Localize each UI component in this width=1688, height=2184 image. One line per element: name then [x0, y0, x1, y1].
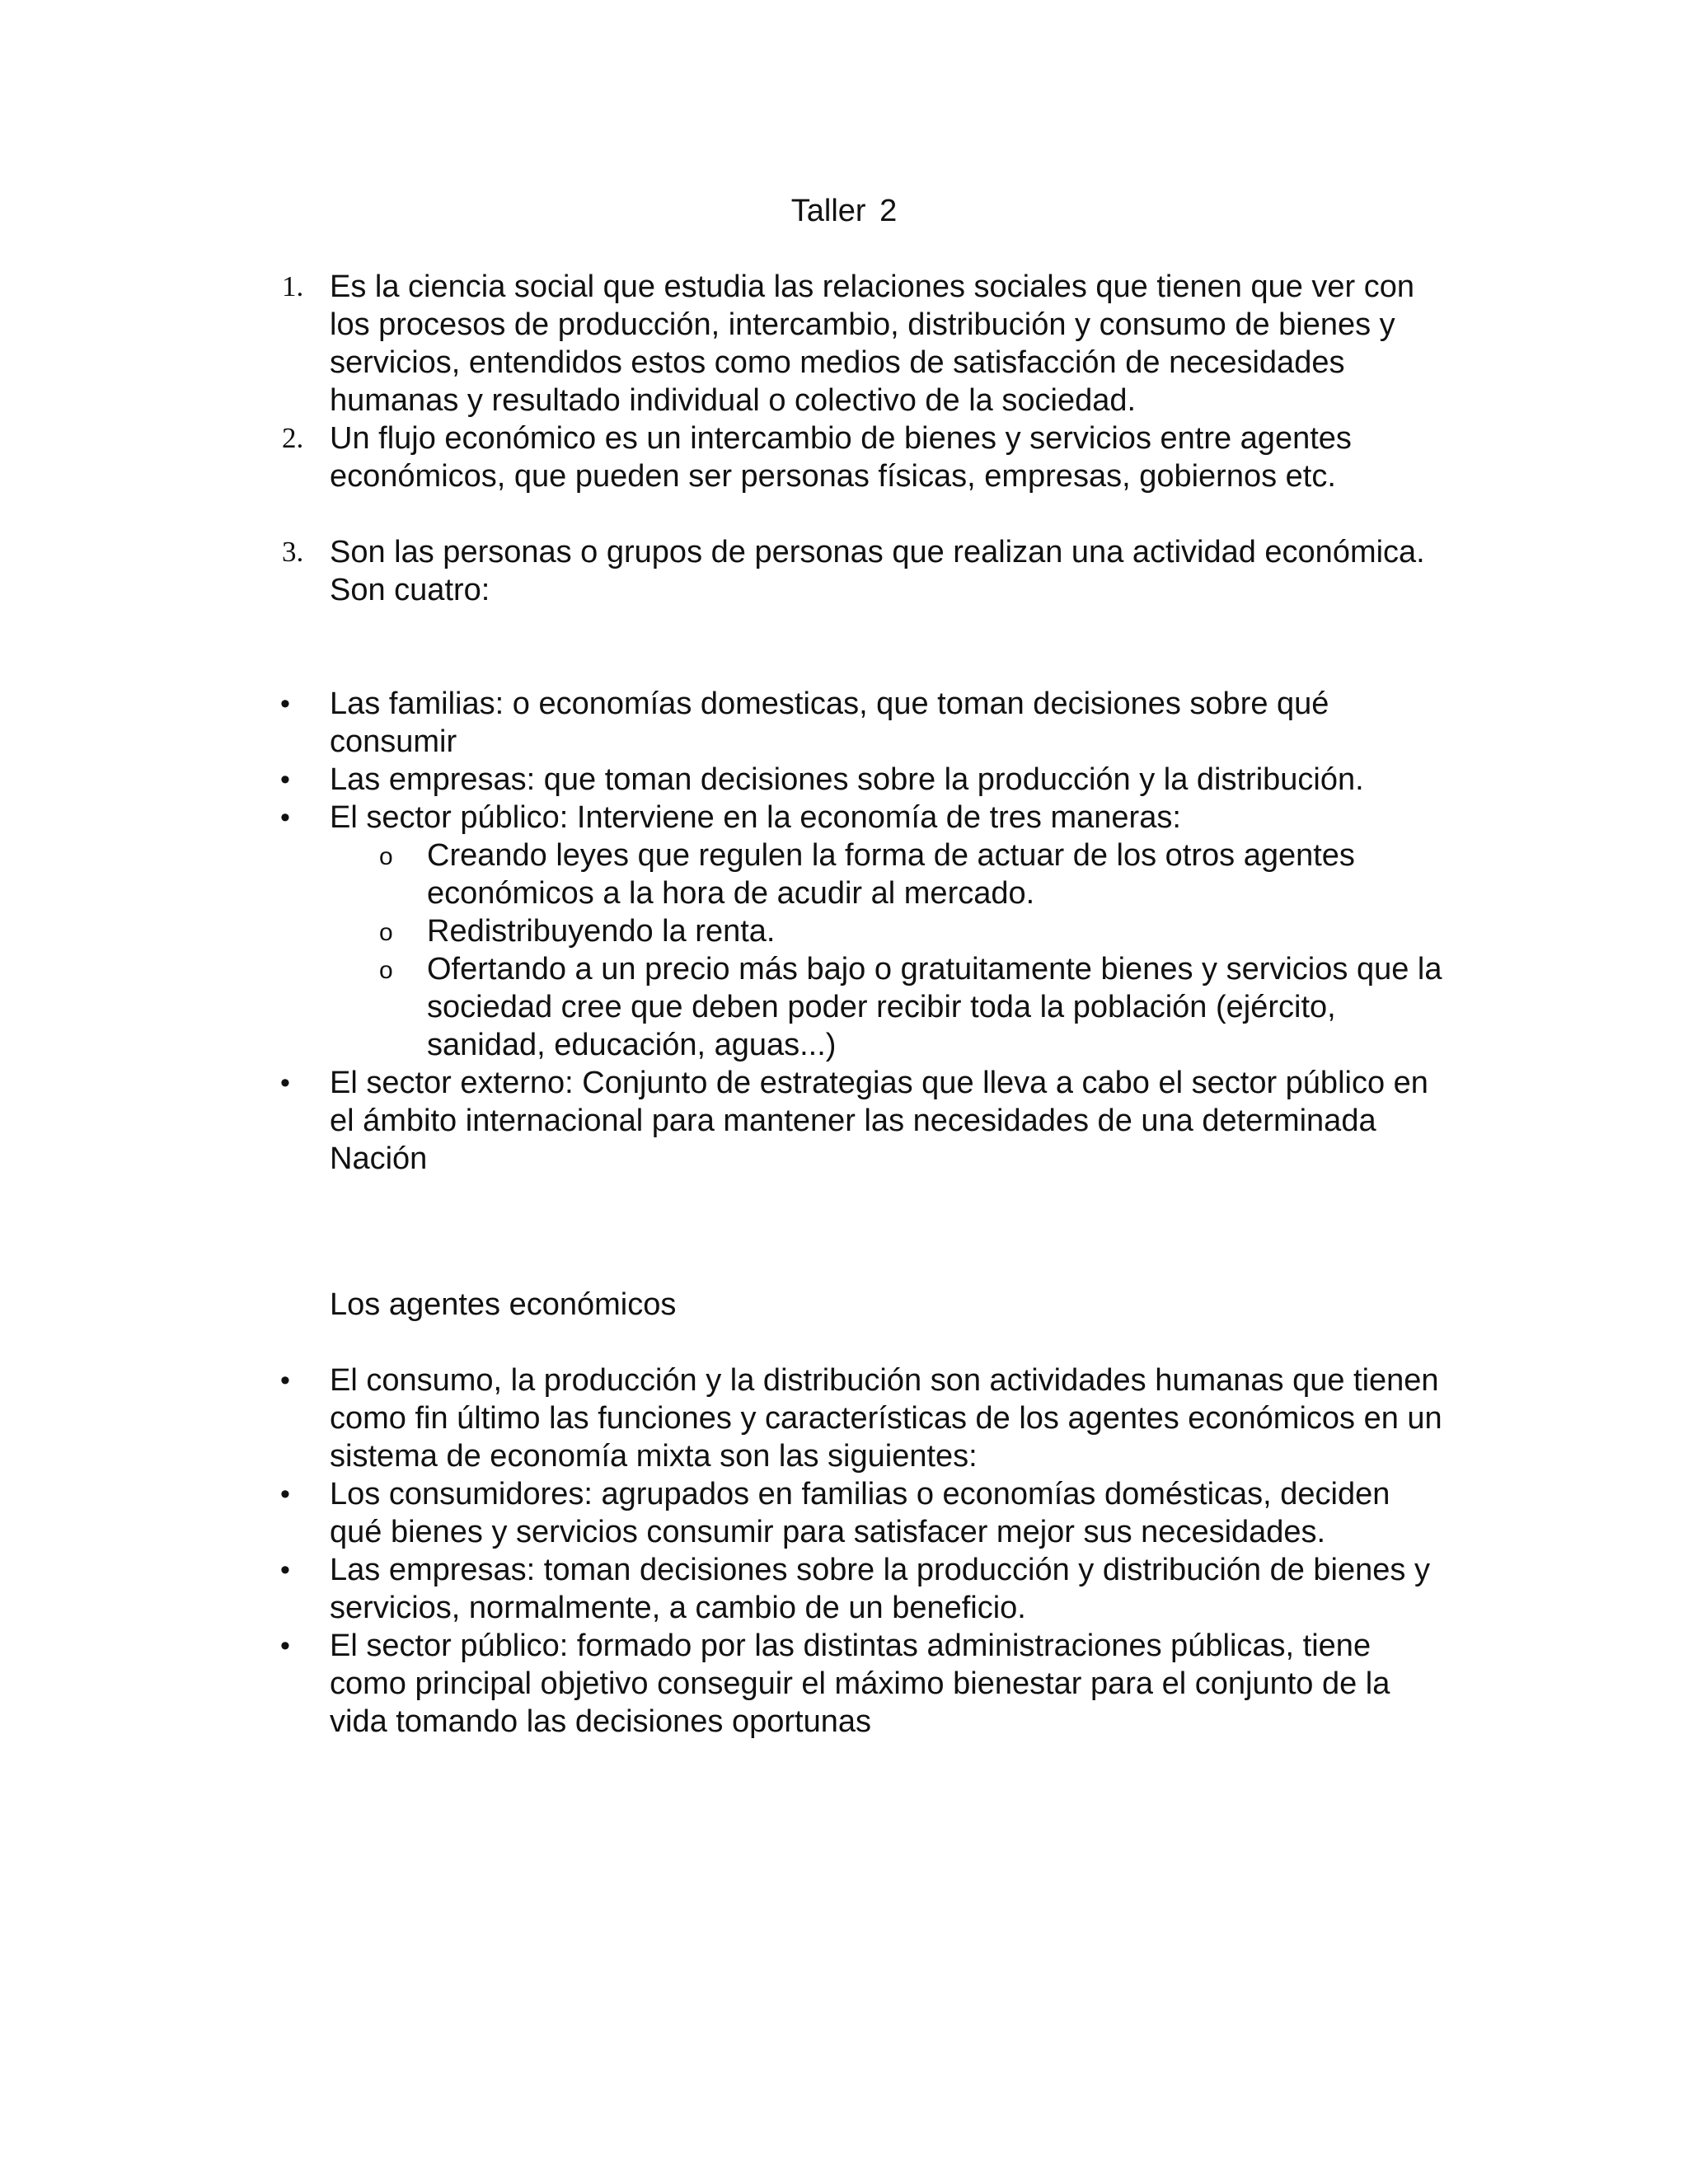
- list-item: [0, 419, 1442, 495]
- list-item-continuation: Son cuatro:: [330, 573, 490, 607]
- list-item-text: Un flujo económico es un intercambio de bienes y servicios entre agentes económicos, que pueden ser personas físicas, empresas, gobiernos etc.: [330, 421, 1352, 494]
- sub-bullet-item: [0, 912, 1442, 950]
- bullet-marker: •: [280, 1554, 290, 1586]
- bullet-item-text: Las empresas: toman decisiones sobre la producción y distribución de bienes y servicios, normalmente, a cambio de un beneficio.: [330, 1553, 1430, 1625]
- bullet-item-text: El sector externo: Conjunto de estrategias que lleva a cabo el sector público en el ámbito internacional para mantener las necesidades de una determinada Nación: [330, 1066, 1428, 1176]
- bullet-marker: •: [280, 1365, 290, 1396]
- section2-bullet-list: [0, 1361, 1688, 1741]
- numbered-list: [0, 268, 1688, 609]
- bullet-item: [0, 1551, 1442, 1627]
- bullet-marker: •: [280, 1479, 290, 1510]
- list-number: 2.: [282, 422, 304, 454]
- bullet-item: [0, 1361, 1442, 1475]
- sub-bullet-marker: o: [379, 957, 393, 984]
- bullet-item-text: Los consumidores: agrupados en familias o economías domésticas, deciden qué bienes y servicios consumir para satisfacer mejor sus necesidades.: [330, 1477, 1390, 1549]
- list-number: 3.: [282, 536, 304, 568]
- sub-bullet-item-text: Ofertando a un precio más bajo o gratuitamente bienes y servicios que la sociedad cree que deben poder recibir toda la población (ejército, sanidad, educación, aguas...): [427, 952, 1442, 1062]
- bullet-item: [0, 761, 1442, 799]
- agents-bullet-list: [0, 685, 1688, 1178]
- bullet-item: [0, 1475, 1442, 1551]
- sub-bullet-item-text: Creando leyes que regulen la forma de actuar de los otros agentes económicos a la hora de acudir al mercado.: [427, 838, 1355, 911]
- list-item: [0, 533, 1442, 571]
- section-heading-block: [0, 1286, 1688, 1324]
- bullet-item-text: El sector público: formado por las distintas administraciones públicas, tiene como principal objetivo conseguir el máximo bienestar para el conjunto de la vida tomando las decisiones oportunas: [330, 1629, 1390, 1739]
- page-title: Taller 2: [790, 194, 898, 228]
- list-item: [0, 268, 1442, 419]
- bullet-marker: •: [280, 1630, 290, 1661]
- bullet-marker: •: [280, 1067, 290, 1099]
- bullet-marker: •: [280, 688, 290, 719]
- list-number: 1.: [282, 270, 304, 302]
- bullet-item-text: El consumo, la producción y la distribución son actividades humanas que tienen como fin último las funciones y características de los agentes económicos en un sistema de economía mixta son las siguientes:: [330, 1363, 1442, 1474]
- bullet-item: [0, 799, 1442, 837]
- sub-bullet-marker: o: [379, 843, 393, 870]
- bullet-item-text: Las empresas: que toman decisiones sobre la producción y la distribución.: [330, 762, 1364, 797]
- bullet-item: [0, 685, 1442, 761]
- section-heading: Los agentes económicos: [330, 1287, 677, 1322]
- sub-bullet-item-text: Redistribuyendo la renta.: [427, 914, 776, 949]
- bullet-marker: •: [280, 764, 290, 795]
- sub-bullet-marker: o: [379, 919, 393, 946]
- bullet-item-text: El sector público: Interviene en la economía de tres maneras:: [330, 800, 1181, 835]
- sub-bullet-item: [0, 837, 1442, 912]
- list-item-text: Es la ciencia social que estudia las relaciones sociales que tienen que ver con los procesos de producción, intercambio, distribución y consumo de bienes y servicios, entendidos estos como medios de satisfacción de necesidades humanas y resultado individual o colectivo de la sociedad.: [330, 269, 1415, 418]
- bullet-item: [0, 1627, 1442, 1741]
- bullet-marker: •: [280, 802, 290, 833]
- list-item-text: Son las personas o grupos de personas que realizan una actividad económica.: [330, 535, 1425, 569]
- bullet-item-text: Las familias: o economías domesticas, que toman decisiones sobre qué consumir: [330, 687, 1329, 759]
- spacer: [0, 495, 1688, 533]
- sub-bullet-item: [0, 950, 1442, 1064]
- bullet-item: [0, 1064, 1442, 1178]
